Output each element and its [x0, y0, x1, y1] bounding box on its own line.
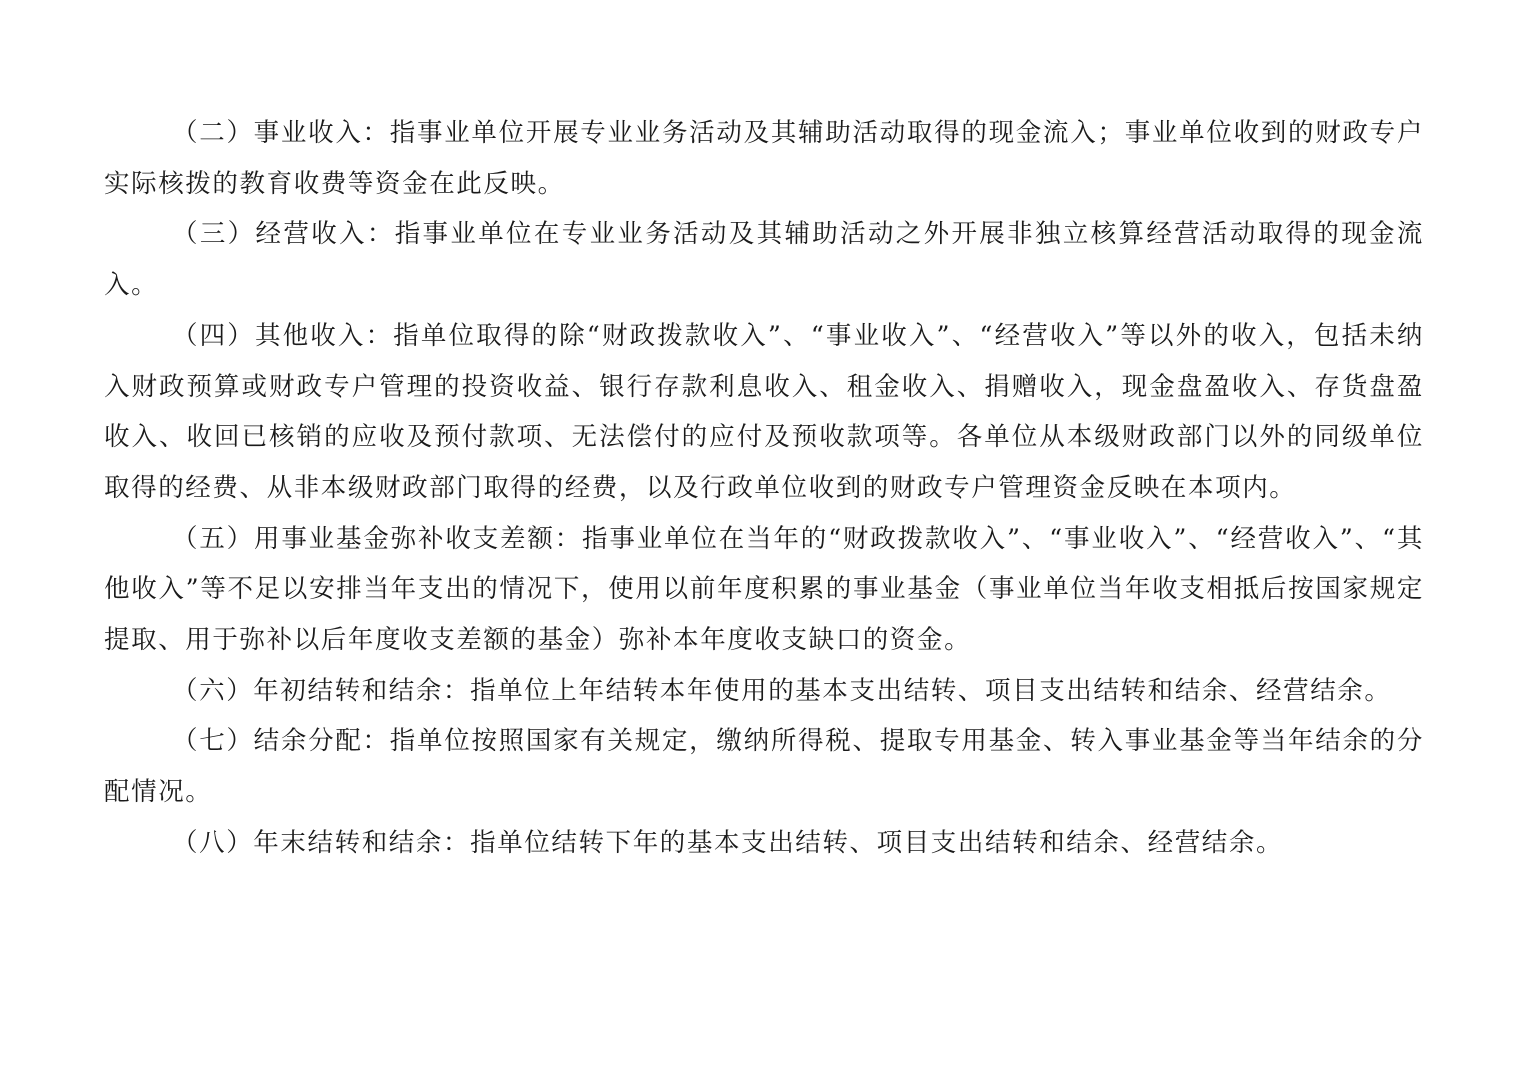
paragraph-operating-income: （三）经营收入：指事业单位在专业业务活动及其辅助活动之外开展非独立核算经营活动取得的现金流入。	[104, 219, 1424, 301]
paragraph-opening-carryover: （六）年初结转和结余：指单位上年结转本年使用的基本支出结转、项目支出结转和结余、经营结余。	[172, 675, 1392, 706]
paragraph-business-fund-offset: （五）用事业基金弥补收支差额：指事业单位在当年的“财政拨款收入”、“事业收入”、“经营收入”、“其他收入”等不足以安排当年支出的情况下，使用以前年度积累的事业基金（事业单位当年收支相抵后按国家规定提取、用于弥补以后年度收支差额的基金）弥补本年度收支缺口的资金。	[104, 523, 1424, 656]
paragraph-business-income: （二）事业收入：指事业单位开展专业业务活动及其辅助活动取得的现金流入；事业单位收到的财政专户实际核拨的教育收费等资金在此反映。	[104, 118, 1424, 199]
paragraph-other-income: （四）其他收入：指单位取得的除“财政拨款收入”、“事业收入”、“经营收入”等以外的收入，包括未纳入财政预算或财政专户管理的投资收益、银行存款利息收入、租金收入、捐赠收入，现金盘盈收入、存货盘盈收入、收回已核销的应收及预付款项、无法偿付的应付及预收款项等。各单位从本级财政部门以外的同级单位取得的经费、从非本级财政部门取得的经费，以及行政单位收到的财政专户管理资金反映在本项内。	[104, 320, 1424, 503]
document-body	[104, 108, 1424, 869]
paragraph-closing-carryover: （八）年末结转和结余：指单位结转下年的基本支出结转、项目支出结转和结余、经营结余。	[172, 827, 1284, 858]
paragraph-surplus-distribution: （七）结余分配：指单位按照国家有关规定，缴纳所得税、提取专用基金、转入事业基金等当年结余的分配情况。	[104, 726, 1424, 808]
